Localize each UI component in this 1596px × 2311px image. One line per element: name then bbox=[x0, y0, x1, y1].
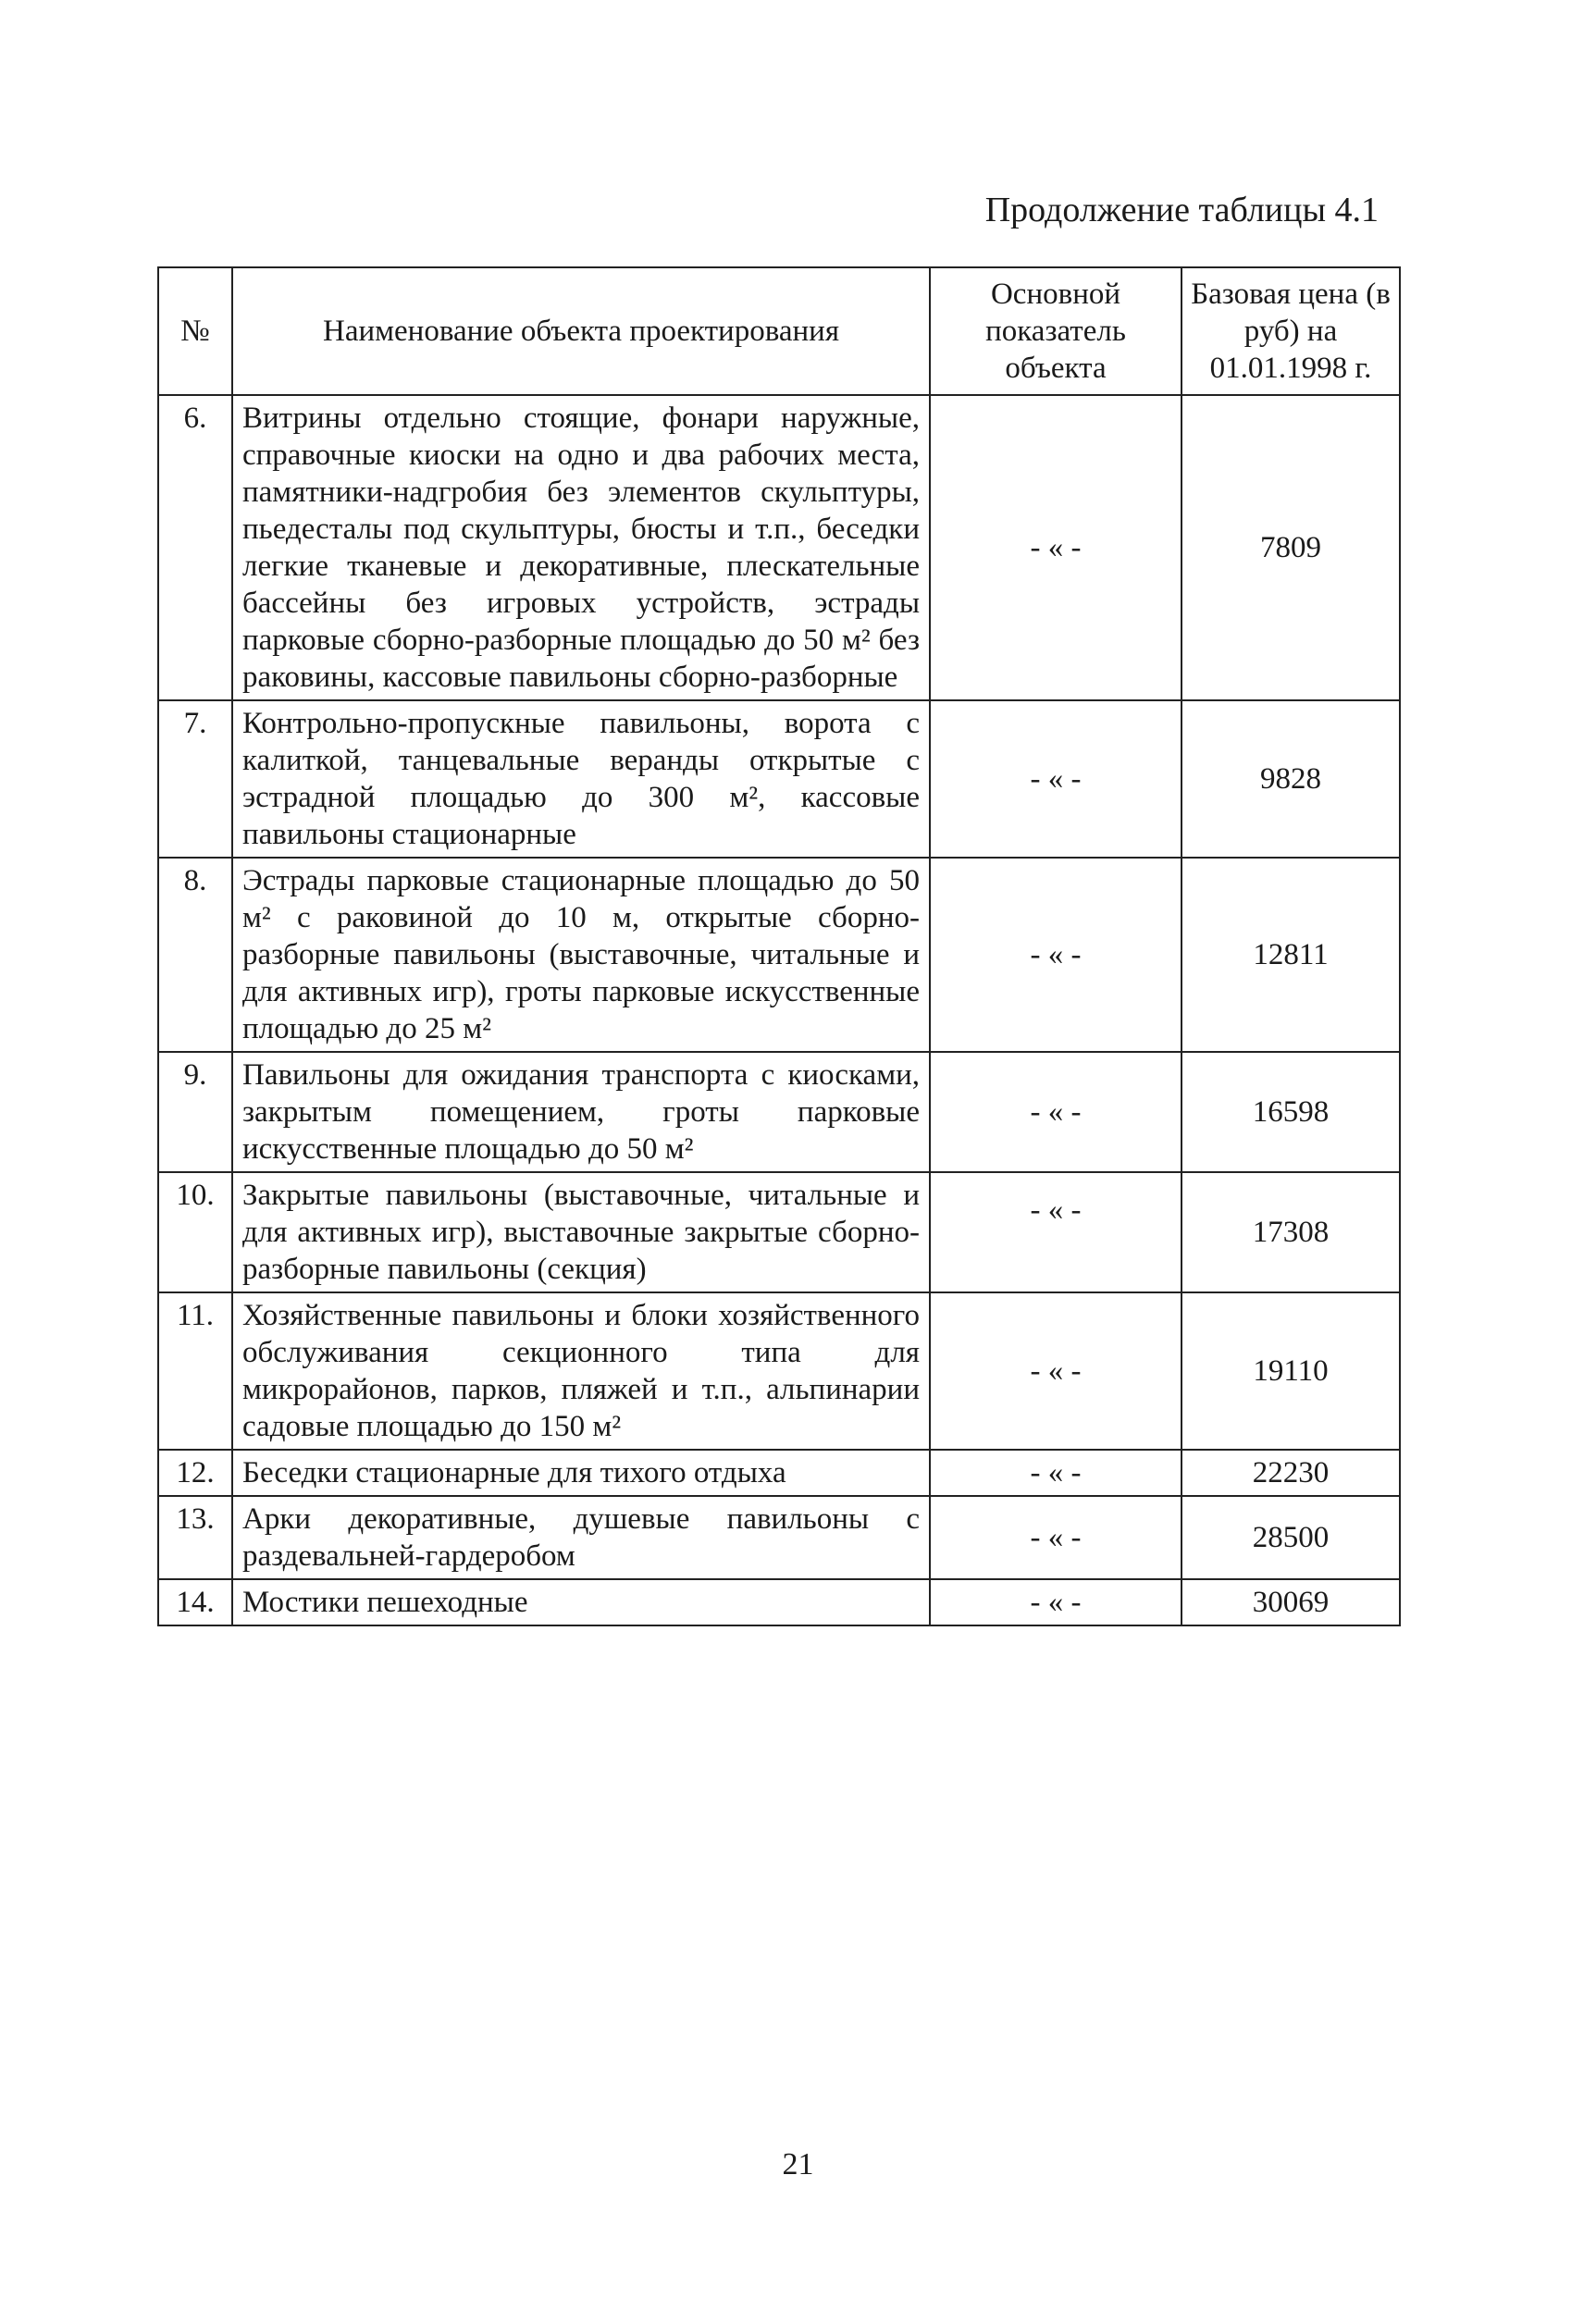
row-num: 7. bbox=[158, 700, 232, 858]
row-price: 19110 bbox=[1182, 1292, 1400, 1450]
row-price: 17308 bbox=[1182, 1172, 1400, 1292]
row-name: Контрольно-пропускные павильоны, ворота с калиткой, танцевальные веранды открытые с эстрадной площадью до 300 м², кассовые павильоны стационарные bbox=[232, 700, 930, 858]
row-indicator: - « - bbox=[930, 1579, 1182, 1625]
table-row bbox=[158, 858, 1400, 1052]
row-num: 9. bbox=[158, 1052, 232, 1172]
row-indicator: - « - bbox=[930, 1496, 1182, 1579]
price-table bbox=[157, 266, 1401, 1626]
table-row bbox=[158, 1172, 1400, 1292]
row-num: 13. bbox=[158, 1496, 232, 1579]
table-row bbox=[158, 1579, 1400, 1625]
table-row bbox=[158, 395, 1400, 700]
row-price: 12811 bbox=[1182, 858, 1400, 1052]
table-caption: Продолжение таблицы 4.1 bbox=[984, 191, 1379, 229]
row-name: Павильоны для ожидания транспорта с киосками, закрытым помещением, гроты парковые искусственные площадью до 50 м² bbox=[232, 1052, 930, 1172]
row-name: Беседки стационарные для тихого отдыха bbox=[232, 1450, 930, 1496]
table-body bbox=[158, 395, 1400, 1625]
header-name: Наименование объекта проектирования bbox=[232, 267, 930, 395]
header-row bbox=[158, 267, 1400, 395]
row-name: Арки декоративные, душевые павильоны с раздевальней-гардеробом bbox=[232, 1496, 930, 1579]
row-num: 14. bbox=[158, 1579, 232, 1625]
page-number: 21 bbox=[782, 2147, 814, 2181]
row-num: 12. bbox=[158, 1450, 232, 1496]
table-header bbox=[158, 267, 1400, 395]
row-price: 7809 bbox=[1182, 395, 1400, 700]
table-row bbox=[158, 1292, 1400, 1450]
table-row bbox=[158, 1450, 1400, 1496]
header-indicator: Основной показатель объекта bbox=[930, 267, 1182, 395]
row-num: 11. bbox=[158, 1292, 232, 1450]
row-num: 8. bbox=[158, 858, 232, 1052]
row-name: Эстрады парковые стационарные площадью до 50 м² с раковиной до 10 м, открытые сборно-разборные павильоны (выставочные, читальные и для активных игр), гроты парковые искусственные площадью до 25 м² bbox=[232, 858, 930, 1052]
row-price: 28500 bbox=[1182, 1496, 1400, 1579]
row-indicator: - « - bbox=[930, 395, 1182, 700]
row-price: 30069 bbox=[1182, 1579, 1400, 1625]
row-price: 9828 bbox=[1182, 700, 1400, 858]
row-indicator: - « - bbox=[930, 1172, 1182, 1292]
row-name: Хозяйственные павильоны и блоки хозяйственного обслуживания секционного типа для микрорайонов, парков, пляжей и т.п., альпинарии садовые площадью до 150 м² bbox=[232, 1292, 930, 1450]
row-num: 10. bbox=[158, 1172, 232, 1292]
table-row bbox=[158, 1052, 1400, 1172]
table-row bbox=[158, 700, 1400, 858]
row-indicator: - « - bbox=[930, 1450, 1182, 1496]
header-num: № bbox=[158, 267, 232, 395]
table-row bbox=[158, 1496, 1400, 1579]
row-name: Витрины отдельно стоящие, фонари наружные, справочные киоски на одно и два рабочих места, памятники-надгробия без элементов скульптуры, пьедесталы под скульптуры, бюсты и т.п., беседки легкие тканевые и декоративные, плескательные бассейны без игровых устройств, эстрады парковые сборно-разборные площадью до 50 м² без раковины, кассовые павильоны сборно-разборные bbox=[232, 395, 930, 700]
row-indicator: - « - bbox=[930, 858, 1182, 1052]
row-price: 16598 bbox=[1182, 1052, 1400, 1172]
row-name: Закрытые павильоны (выставочные, читальные и для активных игр), выставочные закрытые сборно-разборные павильоны (секция) bbox=[232, 1172, 930, 1292]
row-name: Мостики пешеходные bbox=[232, 1579, 930, 1625]
header-price: Базовая цена (в руб) на 01.01.1998 г. bbox=[1182, 267, 1400, 395]
row-indicator: - « - bbox=[930, 700, 1182, 858]
row-num: 6. bbox=[158, 395, 232, 700]
row-indicator: - « - bbox=[930, 1052, 1182, 1172]
row-price: 22230 bbox=[1182, 1450, 1400, 1496]
row-indicator: - « - bbox=[930, 1292, 1182, 1450]
